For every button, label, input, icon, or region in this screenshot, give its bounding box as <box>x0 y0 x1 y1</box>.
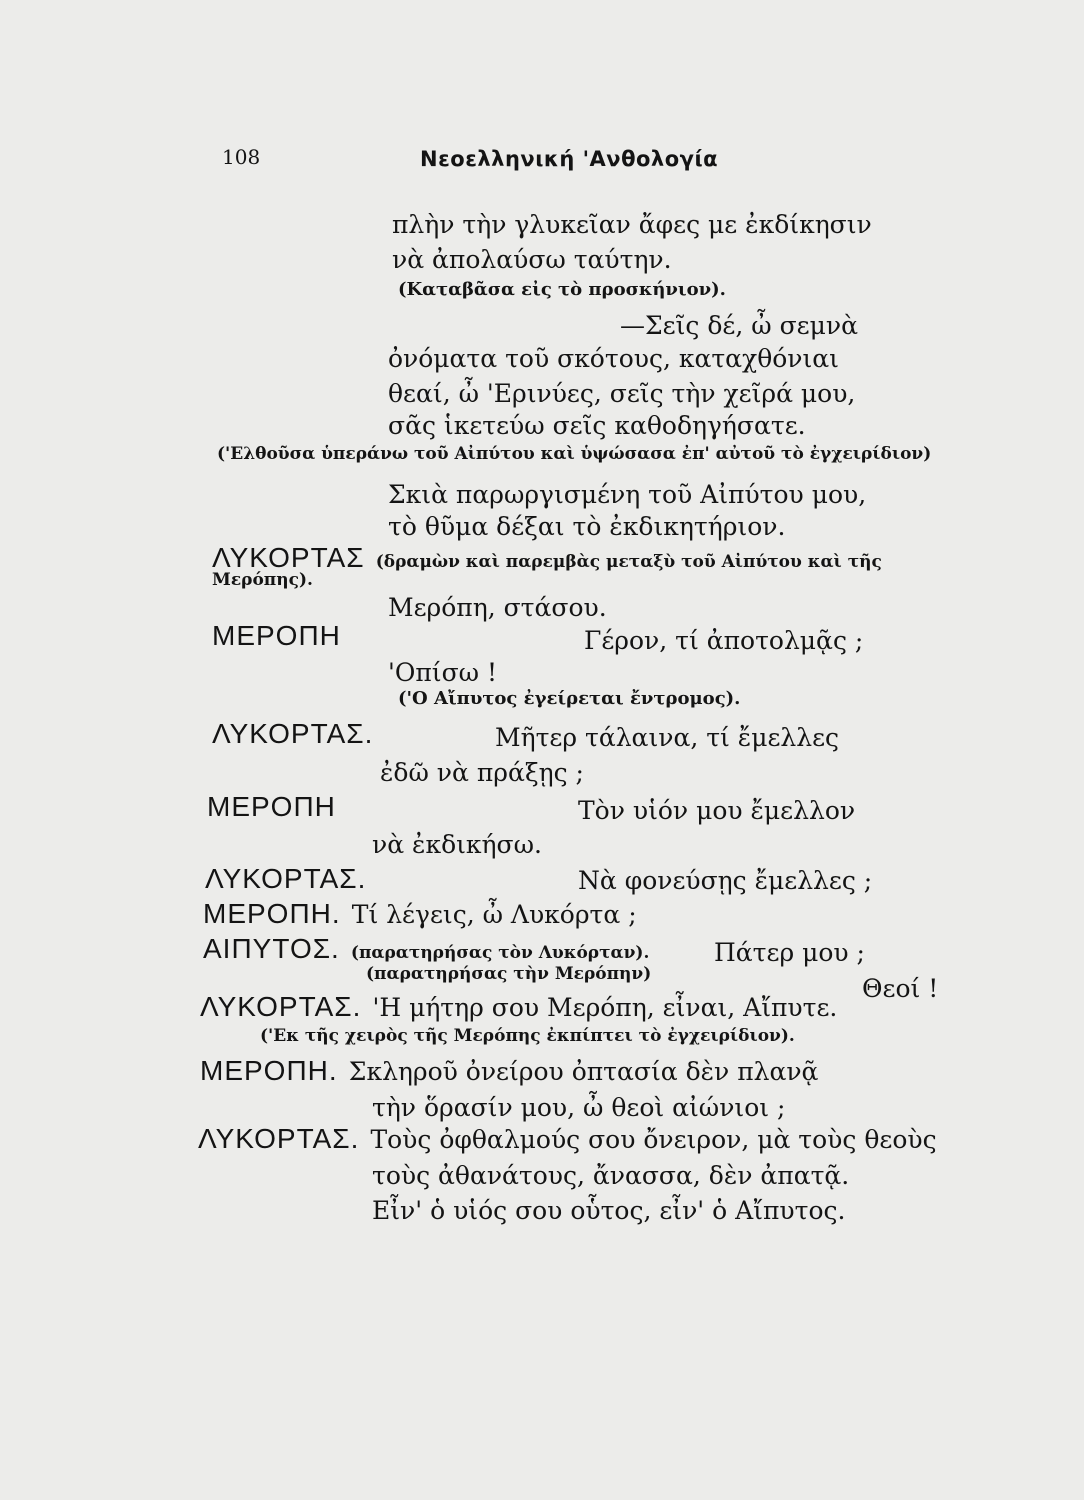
verse-line: Εἶν' ὁ υἱός σου οὗτος, εἶν' ὁ Αἴπυτος. <box>372 1196 846 1225</box>
stage-direction: Μερόπης). <box>212 570 313 590</box>
speaker-name: ΜΕΡΟΠΗ. <box>203 898 341 929</box>
speech-line <box>200 993 837 1021</box>
stage-direction: (δραμὼν καὶ παρεμβὰς μεταξὺ τοῦ Αἰπύτου καὶ τῆς <box>375 552 882 572</box>
stage-direction: ('Ο Αἴπυτος ἐγείρεται ἔντρομος). <box>398 688 741 709</box>
verse-line: τὸ θῦμα δέξαι τὸ ἐκδικητήριον. <box>388 512 786 541</box>
verse-line: Σκληροῦ ὀνείρου ὀπτασία δὲν πλανᾷ <box>348 1057 819 1086</box>
verse-line: Τί λέγεις, ὦ Λυκόρτα ; <box>351 900 637 929</box>
verse-line: σᾶς ἱκετεύω σεῖς καθοδηγήσατε. <box>388 411 806 440</box>
speech-line <box>212 544 882 572</box>
verse-line: Τοὺς ὀφθαλμούς σου ὄνειρον, μὰ τοὺς θεοὺς <box>370 1125 937 1154</box>
verse-line: ὀνόματα τοῦ σκότους, καταχθόνιαι <box>388 344 839 373</box>
verse-line: 'Η μήτηρ σου Μερόπη, εἶναι, Αἴπυτε. <box>372 993 838 1022</box>
verse-line: θεαί, ὦ 'Ερινύες, σεῖς τὴν χεῖρά μου, <box>388 379 856 408</box>
verse-line: Γέρον, τί ἀποτολμᾷς ; <box>584 626 864 655</box>
speaker-name: ΜΕΡΟΠΗ <box>212 620 341 651</box>
speaker-name: ΛΥΚΟΡΤΑΣ <box>212 542 365 573</box>
speaker-name: ΜΕΡΟΠΗ <box>207 791 336 822</box>
stage-direction: ('Ελθοῦσα ὑπεράνω τοῦ Αἰπύτου καὶ ὑψώσασα ἐπ' αὐτοῦ τὸ ἐγχειρίδιον) <box>217 444 932 464</box>
verse-line: Νὰ φονεύσῃς ἔμελλες ; <box>578 866 873 895</box>
speaker-name: ΛΥΚΟΡΤΑΣ. <box>205 863 367 894</box>
verse-line: Πάτερ μου ; <box>714 938 865 967</box>
verse-line: Τὸν υἱόν μου ἔμελλον <box>578 796 856 825</box>
stage-direction: ('Εκ τῆς χειρὸς τῆς Μερόπης ἐκπίπτει τὸ ἐγχειρίδιον). <box>260 1026 795 1046</box>
speaker-name: ΛΥΚΟΡΤΑΣ. <box>200 991 362 1022</box>
verse-line: τὴν ὅρασίν μου, ὦ θεοὶ αἰώνιοι ; <box>372 1093 786 1122</box>
verse-line: —Σεῖς δέ, ὦ σεμνὰ <box>620 311 858 340</box>
speech-line <box>198 1125 937 1153</box>
page-number: 108 <box>222 145 261 169</box>
speech-line <box>203 935 649 963</box>
stage-direction: (Καταβᾶσα εἰς τὸ προσκήνιον). <box>398 279 726 300</box>
speaker-name: ΑΙΠΥΤΟΣ. <box>203 933 340 964</box>
verse-line: πλὴν τὴν γλυκεῖαν ἄφες με ἐκδίκησιν <box>392 210 872 239</box>
speech-line <box>203 900 637 928</box>
speaker-name: ΛΥΚΟΡΤΑΣ. <box>198 1123 360 1154</box>
verse-line: Θεοί ! <box>862 974 939 1003</box>
verse-line: 'Οπίσω ! <box>388 658 498 687</box>
verse-line: νὰ ἐκδικήσω. <box>372 830 542 859</box>
verse-line: ἐδῶ νὰ πράξῃς ; <box>380 758 584 787</box>
verse-line: Σκιὰ παρωργισμένη τοῦ Αἰπύτου μου, <box>388 480 867 509</box>
verse-line: τοὺς ἀθανάτους, ἄνασσα, δὲν ἀπατᾷ. <box>372 1161 850 1190</box>
verse-line: Μῆτερ τάλαινα, τί ἔμελλες <box>495 723 840 752</box>
verse-line: νὰ ἀπολαύσω ταύτην. <box>392 245 672 274</box>
stage-direction: (παρατηρήσας τὸν Λυκόρταν). <box>350 943 650 963</box>
verse-line: Μερόπη, στάσου. <box>388 593 607 622</box>
speech-line <box>200 1057 818 1085</box>
running-title: Νεοελληνική 'Ανθολογία <box>420 147 719 171</box>
speaker-name: ΛΥΚΟΡΤΑΣ. <box>212 718 374 749</box>
speaker-name: ΜΕΡΟΠΗ. <box>200 1055 338 1086</box>
stage-direction: (παρατηρήσας τὴν Μερόπην) <box>366 964 652 984</box>
